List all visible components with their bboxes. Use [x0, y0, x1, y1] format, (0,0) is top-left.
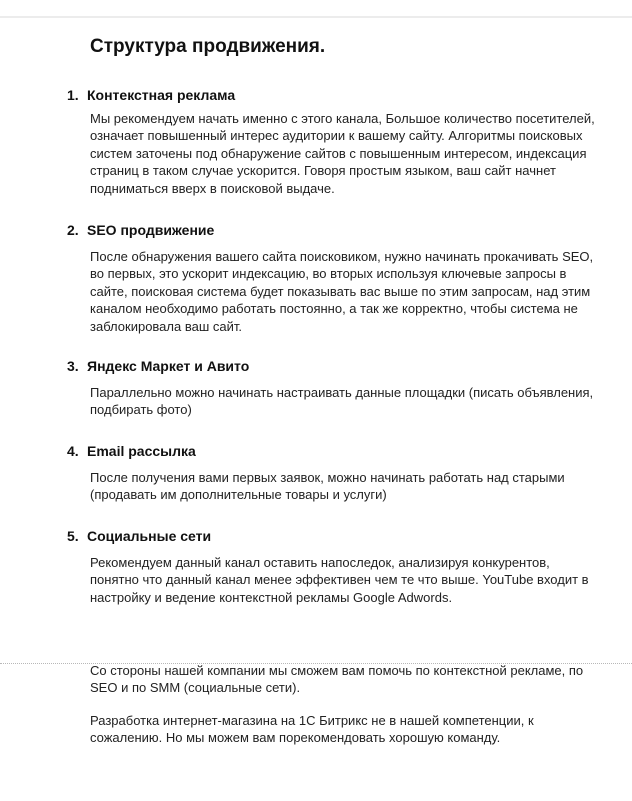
- page-top-border: [0, 16, 632, 18]
- section-heading-3: [67, 358, 249, 374]
- section-title: Яндекс Маркет и Авито: [87, 358, 250, 374]
- section-number: 5.: [67, 528, 79, 544]
- section-title: Контекстная реклама: [87, 87, 236, 103]
- section-text-2: После обнаружения вашего сайта поисковиком, нужно начинать прокачивать SEO, во первых, это ускорит индексацию, во вторых используя ключевые запросы в сайте, поисковая система будет показывать вас выше по этим запросам, над этим каналом необходимо работать постоянно, а так же корректно, чтобы система не заблокировала ваш сайт.: [90, 249, 594, 334]
- section-title: Социальные сети: [87, 528, 212, 544]
- section-number: 3.: [67, 358, 79, 374]
- section-text-1: Мы рекомендуем начать именно с этого канала, Большое количество посетителей, означает повышенный интерес аудитории к вашему сайту. Алгоритмы поисковых систем заточены под обнаружение сайтов с повышенным интересом, индексация страниц в таком случае ускорится. Говоря простым языком, ваш сайт начнет подниматься вверх в поисковой выдаче.: [90, 111, 595, 196]
- section-text-5: Рекомендуем данный канал оставить напоследок, анализируя конкурентов, понятно что данный канал менее эффективен чем те что выше. YouTube входит в настройку и ведение контекстной рекламы Google Adwords.: [90, 555, 589, 605]
- section-title: SEO продвижение: [87, 222, 215, 238]
- section-text-3: Параллельно можно начинать настраивать данные площадки (писать объявления, подбирать фото): [90, 385, 594, 418]
- section-heading-4: [67, 443, 196, 459]
- page-title: Структура продвижения.: [90, 36, 326, 57]
- section-heading-1: [67, 87, 235, 103]
- section-title: Email рассылка: [87, 443, 196, 459]
- closing-paragraph-2: Разработка интернет-магазина на 1С Битрикс не в нашей компетенции, к сожалению. Но мы можем вам порекомендовать хорошую команду.: [90, 713, 534, 746]
- section-heading-2: [67, 222, 214, 238]
- section-number: 4.: [67, 443, 79, 459]
- section-number: 2.: [67, 222, 79, 238]
- closing-paragraph-1: Со стороны нашей компании мы сможем вам помочь по контекстной рекламе, по SEO и по SMM (социальные сети).: [90, 663, 584, 696]
- section-number: 1.: [67, 87, 79, 103]
- section-text-4: После получения вами первых заявок, можно начинать работать над старыми (продавать им дополнительные товары и услуги): [90, 470, 565, 503]
- section-heading-5: [67, 528, 211, 544]
